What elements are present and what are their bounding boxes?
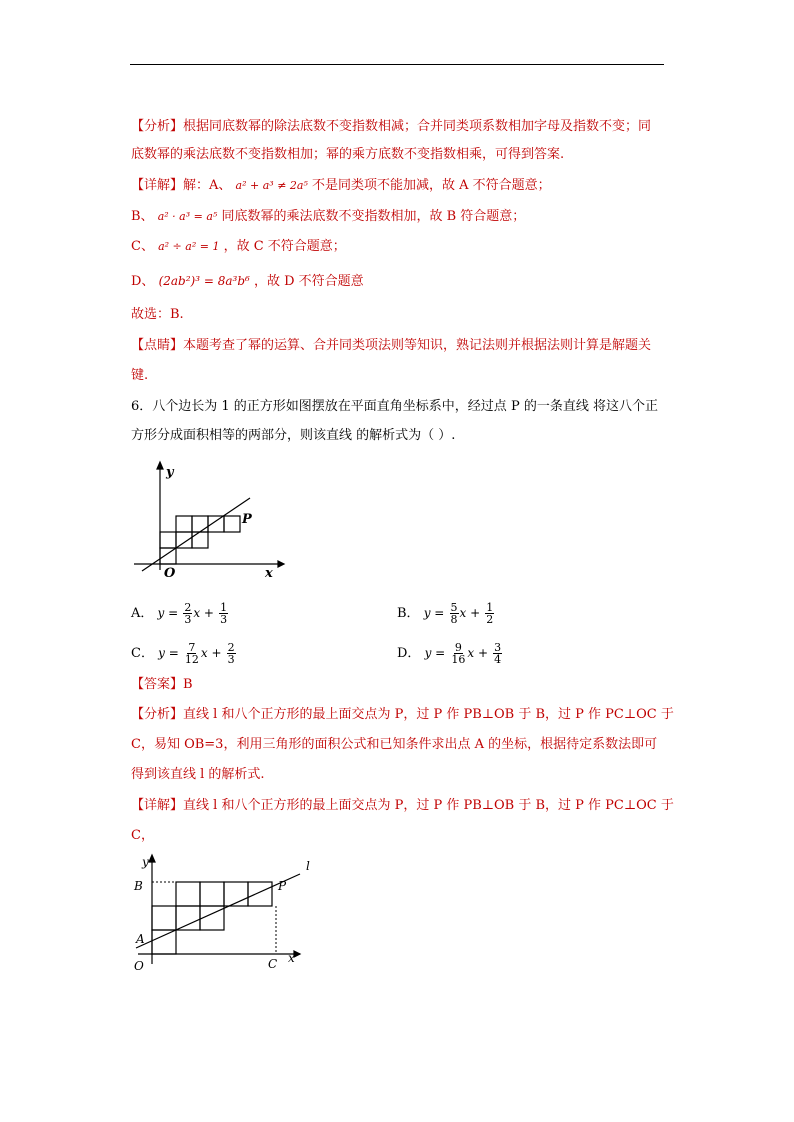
option-b[interactable]: B． y = $\frac{5}{8}$ x + $\frac{1}{2}$ <box>397 601 494 626</box>
detail2-line-1: 【详解】直线 l 和八个正方形的最上面交点为 P，过 P 作 PB⊥OB 于 B，过 P 作 PC⊥OC 于 <box>131 798 674 813</box>
header-rule <box>130 64 664 65</box>
fig1-label-p: P <box>242 512 252 527</box>
question-line-2: 方形分成面积相等的两部分，则该直线 的解析式为（ ）. <box>131 428 456 443</box>
option-a[interactable]: A． y = $\frac{2}{3}$ x + $\frac{1}{3}$ <box>131 601 228 626</box>
fig2-label-a: A <box>136 932 145 946</box>
question-line-1: 6．八个边长为 1 的正方形如图摆放在平面直角坐标系中，经过点 P 的一条直线 将这八个正 <box>131 399 658 414</box>
fig1-label-x: x <box>265 566 273 580</box>
comment-line-1: 【点睛】本题考查了幂的运算、合并同类项法则等知识，熟记法则并根据法则计算是解题关 <box>131 338 652 353</box>
option-d[interactable]: D． y = $\frac{9}{16}$ x + $\frac{3}{4}$ <box>397 641 502 666</box>
fig1-line-l <box>142 498 250 571</box>
figure-2 <box>128 852 328 972</box>
fig2-label-l: l <box>306 859 310 873</box>
fig1-label-y: y <box>166 465 174 480</box>
fig2-label-y: y <box>142 855 149 869</box>
figure-1 <box>130 460 290 580</box>
fig1-x-arrow <box>278 561 284 567</box>
fig2-label-b: B <box>134 879 143 893</box>
comment-line-2: 键. <box>131 368 149 383</box>
detail-line-b: B、 a² · a³ = a⁵ 同底数幂的乘法底数不变指数相加，故 B 符合题意； <box>131 209 526 224</box>
detail-line-a: 【详解】解：A、 a² + a³ ≠ 2a⁵ 不是同类项不能加减，故 A 不符合题意； <box>131 178 551 193</box>
fig2-label-p: P <box>278 879 287 893</box>
answer-line: 【答案】B <box>131 677 193 692</box>
fig2-line-l <box>136 874 300 948</box>
detail-line-c: C、 a² ÷ a² = 1 ，故 C 不符合题意； <box>131 239 346 254</box>
analysis2-line-1: 【分析】直线 l 和八个正方形的最上面交点为 P，过 P 作 PB⊥OB 于 B，过 P 作 PC⊥OC 于 <box>131 707 674 722</box>
fig2-label-o: O <box>134 959 144 972</box>
analysis-line-1: 【分析】根据同底数幂的除法底数不变指数相减；合并同类项系数相加字母及指数不变；同 <box>131 119 652 134</box>
answer-value: B <box>183 677 193 692</box>
detail-line-d: D、 (2ab²)³ = 8a³b⁶ ，故 D 不符合题意 <box>131 274 364 289</box>
option-c[interactable]: C． y = $\frac{7}{12}$ x + $\frac{2}{3}$ <box>131 641 235 666</box>
detail2-line-2: C， <box>131 828 154 843</box>
fig1-label-o: O <box>164 566 176 580</box>
analysis2-line-2: C，易知 OB=3，利用三角形的面积公式和已知条件求出点 A 的坐标，根据待定系数法即可 <box>131 737 658 752</box>
formula-d: (2ab²)³ = 8a³b⁶ <box>158 274 250 288</box>
analysis2-line-3: 得到该直线 l 的解析式. <box>131 767 265 782</box>
fig2-label-x: x <box>288 951 295 965</box>
formula-c: a² ÷ a² = 1 <box>158 240 220 253</box>
choice-line: 故选：B. <box>131 307 184 322</box>
analysis-tag: 【分析】 <box>131 119 184 134</box>
fig1-y-arrow <box>157 462 163 469</box>
fig2-label-c: C <box>268 957 278 971</box>
analysis-line-2: 底数幂的乘法底数不变指数相加；幂的乘方底数不变指数相乘，可得到答案. <box>131 147 565 162</box>
formula-b: a² · a³ = a⁵ <box>157 210 218 223</box>
formula-a: a² + a³ ≠ 2a⁵ <box>235 179 308 192</box>
